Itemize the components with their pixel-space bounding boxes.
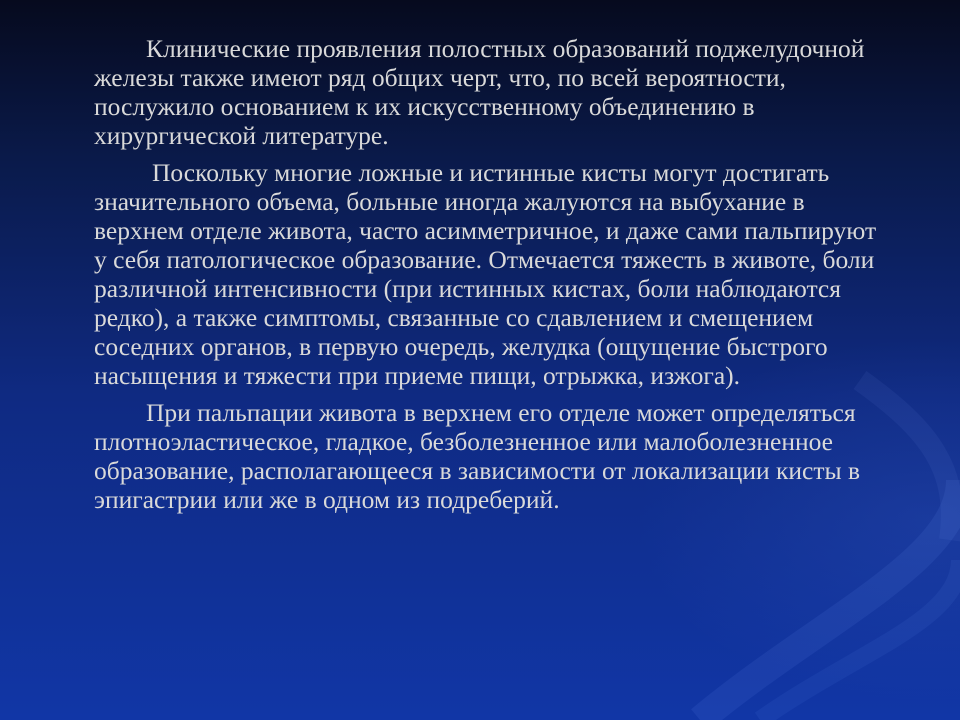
- paragraph-palpation: При пальпации живота в верхнем его отделе может определяться плотноэластическое, гладкое, безболезненное или малоболезненное образование, располагающееся в зависимости от локализации кисты в эпигастрии или же в одном из подреберий.: [94, 398, 861, 514]
- slide-body: [94, 34, 894, 522]
- paragraph-clinical-features: Клинические проявления полостных образований поджелудочной железы также имеют ряд общих черт, что, по всей вероятности, послужило основанием к их искусственному объединению в хирургической литературе.: [94, 34, 865, 150]
- paragraph-symptoms: Поскольку многие ложные и истинные кисты могут достигать значительного объема, больные иногда жалуются на выбухание в верхнем отделе живота, часто асимметричное, и даже сами пальпируют у себя патологическое образование. Отмечается тяжесть в животе, боли различной интенсивности (при истинных кистах, боли наблюдаются редко), а также симптомы, связанные со сдавлением и смещением соседних органов, в первую очередь, желудка (ощущение быстрого насыщения и тяжести при приеме пищи, отрыжка, изжога).: [94, 158, 877, 390]
